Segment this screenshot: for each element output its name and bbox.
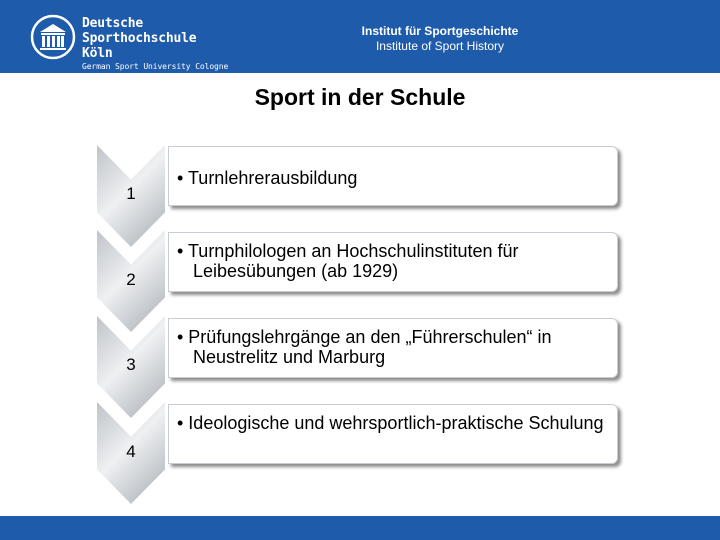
logo-text-line2: Sporthochschule Köln [82, 31, 197, 61]
logo-text-line1: Deutsche [82, 16, 144, 31]
step-number: 3 [126, 355, 136, 374]
step-text: • Prüfungslehrgänge an den „Führerschulen“ in Neustrelitz und Marburg [177, 327, 552, 367]
step-text: • Ideologische und wehrsportlich-praktische Schulung [177, 413, 604, 433]
step-box [168, 318, 618, 378]
step-box [168, 146, 618, 206]
institute-name-german: Institut für Sportgeschichte [361, 24, 519, 38]
logo-text-line3: German Sport University Cologne [82, 62, 229, 71]
university-logo[interactable] [30, 14, 230, 71]
step-number: 4 [126, 442, 136, 461]
slide-title: Sport in der Schule [254, 84, 466, 110]
footer-bar [0, 516, 720, 540]
step-box [168, 232, 618, 292]
step-number: 2 [126, 270, 136, 289]
step-box [168, 404, 618, 464]
institute-name-english: Institute of Sport History [375, 39, 505, 53]
header-bar [0, 0, 720, 73]
step-text: • Turnlehrerausbildung [177, 168, 358, 188]
step-text: • Turnphilologen an Hochschulinstituten für Leibesübungen (ab 1929) [177, 241, 519, 281]
step-number: 1 [126, 184, 136, 203]
institute-name [340, 24, 540, 54]
university-building-icon [30, 14, 76, 60]
